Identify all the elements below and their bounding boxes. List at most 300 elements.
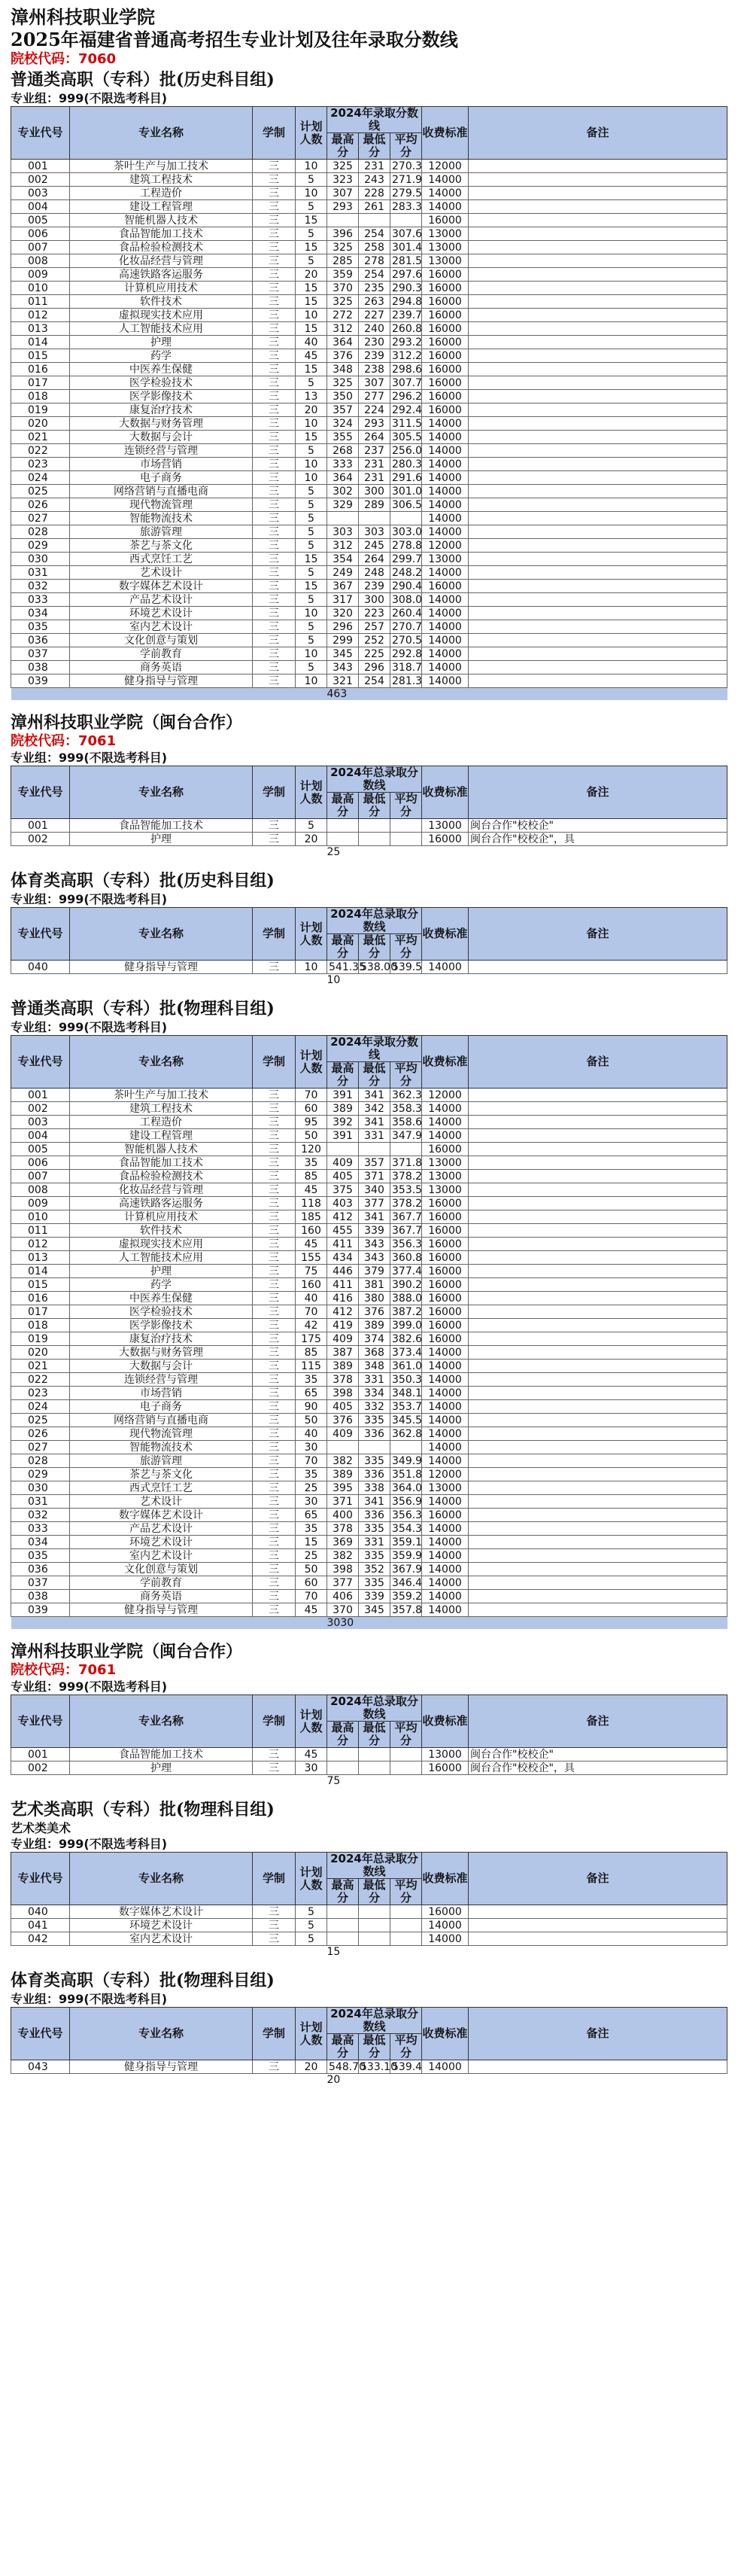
cell-plan: 65: [296, 1509, 327, 1522]
cell-fee: 16000: [422, 403, 469, 417]
cell-fee: 16000: [422, 1251, 469, 1265]
header-fee: 收费标准: [422, 1036, 469, 1089]
cell-low: 343: [359, 1251, 390, 1265]
cell-code: 004: [11, 1129, 70, 1143]
cell-fee: 14000: [422, 485, 469, 498]
cell-fee: 16000: [422, 1197, 469, 1210]
header-plan: 计划人数: [296, 766, 327, 819]
cell-name: 环境艺术设计: [70, 1919, 253, 1932]
cell-note: 闽台合作"校校企": [469, 819, 727, 833]
table-row: [11, 349, 727, 363]
cell-high: 364: [327, 471, 359, 485]
cell-plan: 175: [296, 1332, 327, 1346]
cell-fee: 16000: [422, 1305, 469, 1319]
cell-high: 391: [327, 1089, 359, 1102]
cell-note: [469, 390, 727, 403]
cell-plan: 5: [296, 227, 327, 241]
cell-note: [469, 498, 727, 512]
cell-avg: [390, 1932, 422, 1946]
cell-fee: 16000: [422, 1319, 469, 1332]
cell-years: 三: [253, 160, 296, 173]
cell-code: 040: [11, 961, 70, 974]
cell-years: 三: [253, 1197, 296, 1210]
cell-avg: 358.3: [390, 1102, 422, 1116]
table-row: [11, 634, 727, 647]
cell-years: 三: [253, 1210, 296, 1224]
cell-low: 231: [359, 471, 390, 485]
cell-low: 238: [359, 363, 390, 376]
cell-low: 237: [359, 444, 390, 458]
cell-fee: 16000: [422, 309, 469, 322]
cell-plan: 50: [296, 1414, 327, 1427]
cell-years: 三: [253, 1761, 296, 1775]
cell-plan: 5: [296, 566, 327, 580]
total-plan: 10: [11, 974, 727, 987]
cell-code: 002: [11, 1761, 70, 1775]
cell-code: 001: [11, 160, 70, 173]
cell-high: 396: [327, 227, 359, 241]
table-row: [11, 647, 727, 661]
cell-fee: 16000: [422, 322, 469, 336]
cell-note: [469, 1129, 727, 1143]
section-block: [11, 51, 727, 700]
table-row: [11, 833, 727, 846]
cell-high: 370: [327, 1603, 359, 1617]
table-row: [11, 282, 727, 295]
cell-code: 033: [11, 1522, 70, 1536]
cell-plan: 5: [296, 173, 327, 187]
cell-high: 343: [327, 661, 359, 674]
cell-name: 茶叶生产与加工技术: [70, 160, 253, 173]
cell-low: 376: [359, 1305, 390, 1319]
cell-years: 三: [253, 1183, 296, 1197]
cell-avg: 367.9: [390, 1563, 422, 1576]
cell-code: 008: [11, 254, 70, 268]
cell-high: 455: [327, 1224, 359, 1238]
cell-years: 三: [253, 661, 296, 674]
section-school-name: 漳州科技职业学院（闽台合作）: [11, 1642, 243, 1661]
cell-low: 335: [359, 1522, 390, 1536]
cell-plan: 50: [296, 1563, 327, 1576]
cell-plan: 5: [296, 1932, 327, 1946]
cell-note: [469, 1400, 727, 1414]
cell-plan: 5: [296, 819, 327, 833]
cell-name: 智能物流技术: [70, 512, 253, 525]
header-code: 专业代号: [11, 2008, 70, 2060]
enrollment-table: [11, 1852, 727, 1958]
cell-avg: 362.3: [390, 1089, 422, 1102]
table-row: [11, 254, 727, 268]
cell-high: 387: [327, 1346, 359, 1360]
cell-low: 231: [359, 458, 390, 471]
cell-note: [469, 1454, 727, 1468]
cell-note: [469, 1905, 727, 1919]
cell-name: 建筑工程技术: [70, 173, 253, 187]
header-code: 专业代号: [11, 107, 70, 160]
batch-title: 艺术类高职（专科）批(物理科目组): [11, 1800, 275, 1819]
cell-low: 289: [359, 498, 390, 512]
table-row: [11, 1156, 727, 1170]
table-row: [11, 1170, 727, 1183]
cell-years: 三: [253, 1332, 296, 1346]
cell-plan: 45: [296, 1238, 327, 1251]
table-row: [11, 1400, 727, 1414]
cell-years: 三: [253, 363, 296, 376]
cell-note: [469, 1332, 727, 1346]
cell-fee: 16000: [422, 1238, 469, 1251]
cell-code: 043: [11, 2060, 70, 2074]
cell-plan: 40: [296, 1427, 327, 1441]
cell-code: 019: [11, 403, 70, 417]
cell-code: 023: [11, 458, 70, 471]
cell-code: 006: [11, 1156, 70, 1170]
cell-fee: 16000: [422, 833, 469, 846]
header-low: 最低分: [359, 1879, 390, 1905]
cell-code: 016: [11, 1292, 70, 1305]
cell-avg: 356.9: [390, 1495, 422, 1509]
cell-note: [469, 2060, 727, 2074]
cell-fee: 14000: [422, 1441, 469, 1454]
cell-fee: 13000: [422, 1183, 469, 1197]
table-row: [11, 1414, 727, 1427]
cell-low: 335: [359, 1576, 390, 1590]
cell-fee: 14000: [422, 1346, 469, 1360]
cell-note: [469, 403, 727, 417]
cell-fee: 14000: [422, 200, 469, 214]
cell-low: 335: [359, 1549, 390, 1563]
cell-high: 434: [327, 1251, 359, 1265]
cell-code: 018: [11, 390, 70, 403]
cell-years: 三: [253, 1576, 296, 1590]
cell-years: 三: [253, 1305, 296, 1319]
cell-note: 闽台合作"校校企"，具: [469, 1761, 727, 1775]
cell-note: [469, 1468, 727, 1481]
cell-years: 三: [253, 1905, 296, 1919]
cell-name: 市场营销: [70, 458, 253, 471]
cell-high: 324: [327, 417, 359, 431]
cell-avg: [390, 1441, 422, 1454]
header-code: 专业代号: [11, 908, 70, 961]
cell-name: 医学影像技术: [70, 1319, 253, 1332]
cell-years: 三: [253, 1441, 296, 1454]
cell-plan: 20: [296, 268, 327, 282]
table-row: [11, 1305, 727, 1319]
table-row: [11, 417, 727, 431]
header-score-line: 2024年录取分数线: [327, 107, 422, 133]
table-row: [11, 512, 727, 525]
cell-code: 032: [11, 1509, 70, 1522]
total-plan: 25: [11, 846, 727, 859]
header-fee: 收费标准: [422, 2008, 469, 2060]
cell-code: 019: [11, 1332, 70, 1346]
enrollment-table: [11, 106, 727, 700]
cell-code: 027: [11, 512, 70, 525]
cell-code: 040: [11, 1905, 70, 1919]
cell-low: 533.10: [359, 2060, 390, 2074]
section-block: [11, 703, 727, 858]
cell-name: 健身指导与管理: [70, 674, 253, 688]
cell-high: 395: [327, 1481, 359, 1495]
table-row: [11, 1549, 727, 1563]
cell-note: [469, 254, 727, 268]
cell-years: 三: [253, 553, 296, 566]
cell-plan: 30: [296, 1761, 327, 1775]
cell-avg: 356.3: [390, 1238, 422, 1251]
table-row: [11, 1319, 727, 1332]
cell-plan: 10: [296, 607, 327, 620]
cell-high: 355: [327, 431, 359, 444]
cell-code: 026: [11, 1427, 70, 1441]
cell-plan: 5: [296, 634, 327, 647]
table-row: [11, 1522, 727, 1536]
cell-avg: 280.3: [390, 458, 422, 471]
cell-plan: 75: [296, 1265, 327, 1278]
table-row: [11, 593, 727, 607]
cell-name: 西式烹饪工艺: [70, 553, 253, 566]
cell-low: 300: [359, 593, 390, 607]
cell-code: 005: [11, 1143, 70, 1156]
cell-fee: 12000: [422, 539, 469, 553]
cell-note: [469, 661, 727, 674]
cell-avg: 351.8: [390, 1468, 422, 1481]
table-row: [11, 160, 727, 173]
header-years: 学制: [253, 908, 296, 961]
cell-low: 261: [359, 200, 390, 214]
cell-note: 闽台合作"校校企"，具: [469, 833, 727, 846]
table-row: [11, 1224, 727, 1238]
cell-plan: 5: [296, 254, 327, 268]
cell-name: 连锁经营与管理: [70, 1373, 253, 1387]
header-avg: 平均分: [390, 1062, 422, 1089]
cell-fee: 14000: [422, 661, 469, 674]
cell-high: 325: [327, 160, 359, 173]
cell-avg: 311.5: [390, 417, 422, 431]
cell-avg: 239.7: [390, 309, 422, 322]
table-row: [11, 1495, 727, 1509]
cell-low: [359, 214, 390, 227]
cell-code: 017: [11, 376, 70, 390]
header-code: 专业代号: [11, 1853, 70, 1905]
cell-note: [469, 1292, 727, 1305]
major-group: 专业组：999(不限选考科目): [11, 751, 168, 765]
total-plan: 75: [11, 1775, 727, 1788]
cell-avg: 382.6: [390, 1332, 422, 1346]
cell-name: 学前教育: [70, 647, 253, 661]
cell-name: 食品检验检测技术: [70, 1170, 253, 1183]
cell-low: 331: [359, 1536, 390, 1549]
cell-fee: 14000: [422, 607, 469, 620]
cell-code: 012: [11, 309, 70, 322]
cell-note: [469, 1481, 727, 1495]
table-row: [11, 1129, 727, 1143]
cell-years: 三: [253, 1509, 296, 1522]
header-years: 学制: [253, 1853, 296, 1905]
cell-plan: 5: [296, 498, 327, 512]
cell-note: [469, 376, 727, 390]
cell-code: 039: [11, 674, 70, 688]
cell-name: 食品智能加工技术: [70, 1748, 253, 1761]
cell-years: 三: [253, 458, 296, 471]
cell-plan: 30: [296, 1441, 327, 1454]
cell-note: [469, 620, 727, 634]
cell-fee: 12000: [422, 1089, 469, 1102]
cell-low: 307: [359, 376, 390, 390]
cell-plan: 5: [296, 512, 327, 525]
cell-note: [469, 1278, 727, 1292]
cell-years: 三: [253, 214, 296, 227]
cell-code: 030: [11, 553, 70, 566]
cell-high: 317: [327, 593, 359, 607]
cell-note: [469, 431, 727, 444]
cell-code: 028: [11, 1454, 70, 1468]
cell-plan: 45: [296, 1603, 327, 1617]
cell-low: 377: [359, 1197, 390, 1210]
cell-years: 三: [253, 254, 296, 268]
cell-years: 三: [253, 1143, 296, 1156]
cell-years: 三: [253, 485, 296, 498]
cell-name: 室内艺术设计: [70, 1932, 253, 1946]
cell-fee: 14000: [422, 1495, 469, 1509]
cell-note: [469, 1224, 727, 1238]
cell-note: [469, 1089, 727, 1102]
cell-years: 三: [253, 1590, 296, 1603]
cell-fee: 14000: [422, 444, 469, 458]
cell-code: 027: [11, 1441, 70, 1454]
table-row: [11, 674, 727, 688]
table-row: [11, 819, 727, 833]
table-row: [11, 661, 727, 674]
cell-high: 325: [327, 295, 359, 309]
cell-years: 三: [253, 498, 296, 512]
cell-years: 三: [253, 1748, 296, 1761]
cell-fee: 14000: [422, 187, 469, 200]
section-block: [11, 1632, 727, 1787]
cell-years: 三: [253, 1224, 296, 1238]
header-high: 最高分: [327, 133, 359, 160]
cell-high: 398: [327, 1387, 359, 1400]
cell-code: 034: [11, 607, 70, 620]
table-row: [11, 187, 727, 200]
cell-code: 025: [11, 1414, 70, 1427]
cell-avg: 301.0: [390, 485, 422, 498]
cell-fee: 13000: [422, 1156, 469, 1170]
cell-note: [469, 539, 727, 553]
cell-plan: 45: [296, 1748, 327, 1761]
cell-low: 243: [359, 173, 390, 187]
cell-avg: 350.3: [390, 1373, 422, 1387]
cell-fee: 14000: [422, 1427, 469, 1441]
cell-avg: [390, 1919, 422, 1932]
header-years: 学制: [253, 1036, 296, 1089]
cell-note: [469, 512, 727, 525]
cell-name: 电子商务: [70, 1400, 253, 1414]
cell-high: 382: [327, 1454, 359, 1468]
cell-high: 272: [327, 309, 359, 322]
cell-avg: 307.6: [390, 227, 422, 241]
document-title: 2025年福建省普通高考招生专业计划及往年录取分数线: [11, 29, 458, 50]
cell-plan: 25: [296, 1549, 327, 1563]
header-name: 专业名称: [70, 2008, 253, 2060]
cell-avg: 367.7: [390, 1224, 422, 1238]
cell-plan: 160: [296, 1278, 327, 1292]
cell-plan: 160: [296, 1224, 327, 1238]
cell-low: 245: [359, 539, 390, 553]
cell-high: 364: [327, 336, 359, 349]
cell-low: [359, 1919, 390, 1932]
cell-high: 325: [327, 376, 359, 390]
cell-fee: 16000: [422, 1761, 469, 1775]
table-row: [11, 1576, 727, 1590]
cell-years: 三: [253, 1156, 296, 1170]
cell-fee: 14000: [422, 173, 469, 187]
cell-low: [359, 512, 390, 525]
cell-avg: 292.4: [390, 403, 422, 417]
table-row: [11, 268, 727, 282]
cell-note: [469, 674, 727, 688]
cell-years: 三: [253, 173, 296, 187]
cell-high: [327, 1919, 359, 1932]
cell-name: 旅游管理: [70, 525, 253, 539]
cell-fee: 14000: [422, 1102, 469, 1116]
cell-fee: 13000: [422, 1481, 469, 1495]
cell-low: 331: [359, 1129, 390, 1143]
cell-low: 341: [359, 1210, 390, 1224]
cell-high: 293: [327, 200, 359, 214]
cell-note: [469, 295, 727, 309]
cell-years: 三: [253, 1373, 296, 1387]
header-high: 最高分: [327, 1062, 359, 1089]
cell-years: 三: [253, 1414, 296, 1427]
cell-fee: 14000: [422, 1536, 469, 1549]
cell-name: 医学影像技术: [70, 390, 253, 403]
cell-note: [469, 1509, 727, 1522]
table-row: [11, 2060, 727, 2074]
cell-code: 011: [11, 295, 70, 309]
cell-note: [469, 187, 727, 200]
cell-low: 357: [359, 1156, 390, 1170]
cell-fee: 14000: [422, 1590, 469, 1603]
cell-avg: [390, 512, 422, 525]
cell-note: [469, 1360, 727, 1373]
cell-years: 三: [253, 1265, 296, 1278]
cell-note: [469, 1197, 727, 1210]
cell-avg: 290.4: [390, 580, 422, 593]
header-high: 最高分: [327, 1722, 359, 1748]
section-school-name: 漳州科技职业学院（闽台合作）: [11, 713, 243, 732]
cell-plan: 40: [296, 1292, 327, 1305]
cell-plan: 95: [296, 1116, 327, 1129]
cell-plan: 5: [296, 620, 327, 634]
header-code: 专业代号: [11, 766, 70, 819]
cell-low: 230: [359, 336, 390, 349]
cell-years: 三: [253, 512, 296, 525]
cell-years: 三: [253, 1346, 296, 1360]
cell-fee: 14000: [422, 525, 469, 539]
cell-fee: 16000: [422, 282, 469, 295]
cell-plan: 155: [296, 1251, 327, 1265]
header-high: 最高分: [327, 1879, 359, 1905]
cell-high: 354: [327, 553, 359, 566]
cell-years: 三: [253, 187, 296, 200]
batch-title: 普通类高职（专科）批(历史科目组): [11, 70, 275, 90]
cell-avg: 359.2: [390, 1590, 422, 1603]
cell-note: [469, 593, 727, 607]
cell-avg: 299.7: [390, 553, 422, 566]
cell-plan: 20: [296, 2060, 327, 2074]
section-block: [11, 1961, 727, 2086]
cell-low: [359, 1905, 390, 1919]
table-row: [11, 553, 727, 566]
